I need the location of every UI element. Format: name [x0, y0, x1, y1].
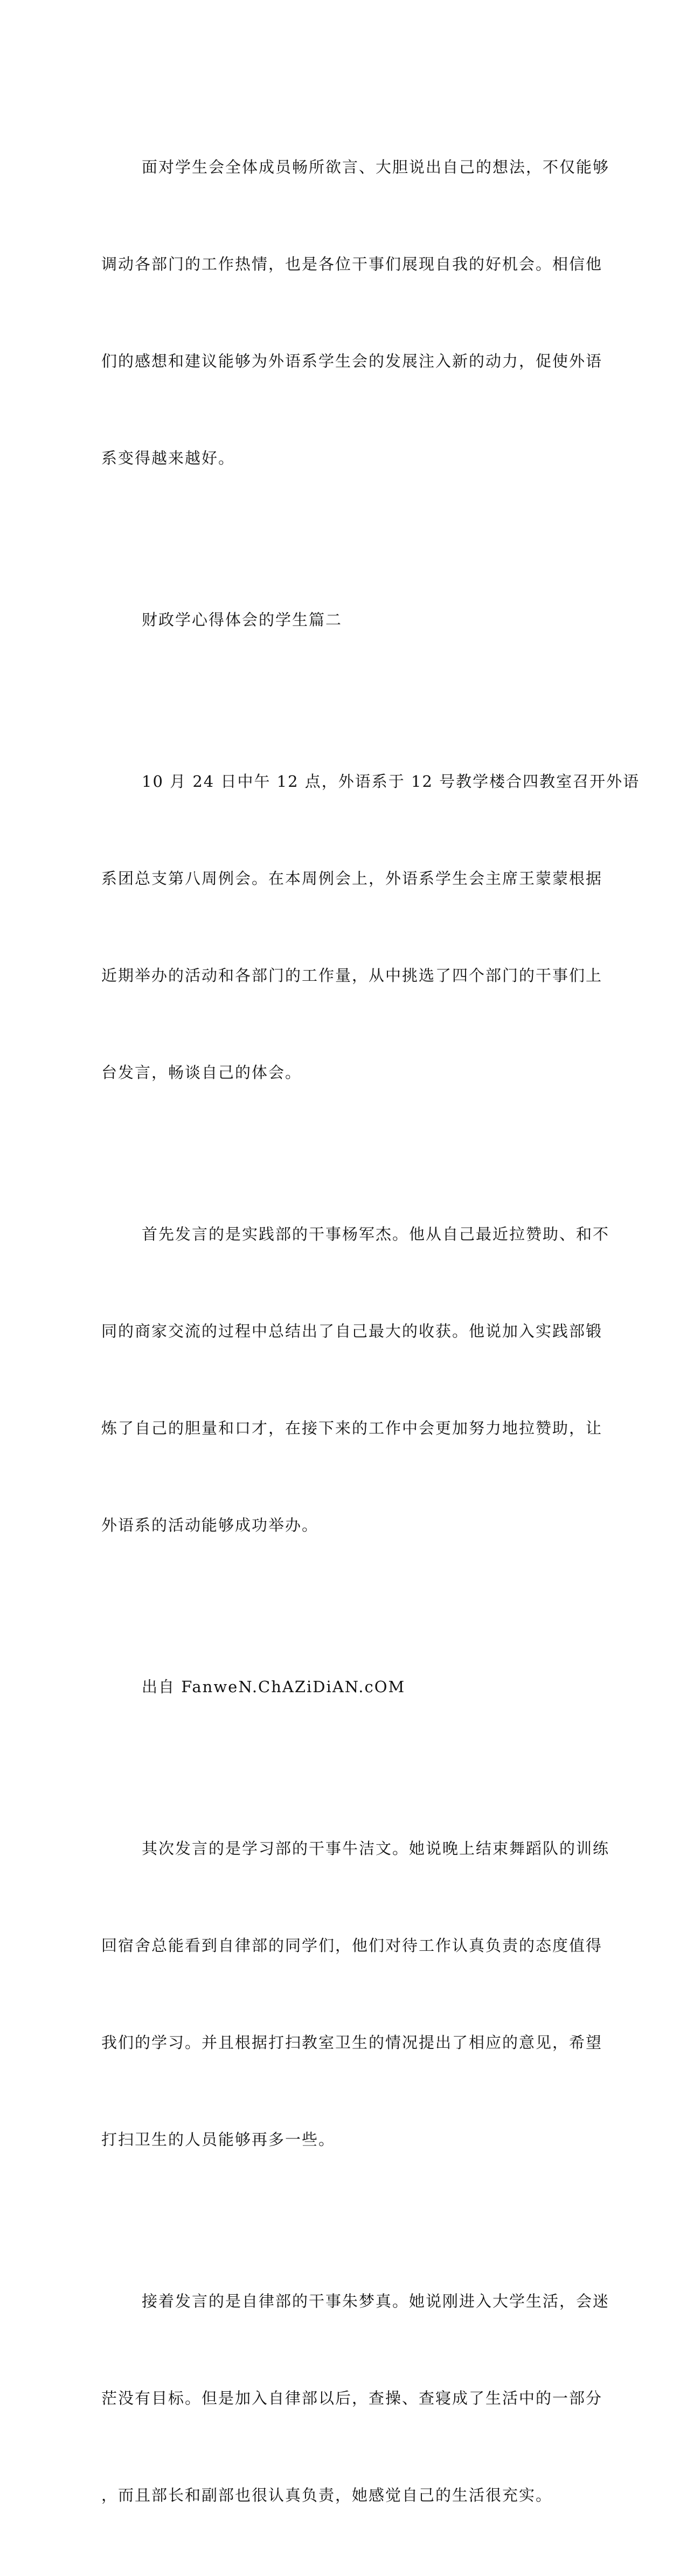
paragraph-line: 外语系的活动能够成功举办。	[101, 1516, 319, 1534]
source-note	[101, 1606, 586, 1768]
paragraph-intro-closing	[101, 86, 610, 539]
paragraph-line: 系变得越来越好。	[101, 449, 235, 467]
paragraph-line: 接着发言的是自律部的干事朱梦真。她说刚进入大学生活，会迷	[142, 2292, 610, 2310]
paragraph-line: 近期举办的活动和各部门的工作量，从中挑选了四个部门的干事们上	[101, 966, 603, 985]
source-note-text: 出自 FanweN.ChAZiDiAN.cOM	[142, 1678, 406, 1696]
paragraph-line: 系团总支第八周例会。在本周例会上，外语系学生会主席王蒙蒙根据	[101, 869, 603, 888]
paragraph-second-speaker	[101, 1768, 610, 2220]
paragraph-meeting-summary	[101, 701, 640, 1153]
paragraph-line: ，而且部长和副部也很认真负责，她感觉自己的生活很充实。	[101, 2486, 553, 2504]
paragraph-line: 其次发言的是学习部的干事牛洁文。她说晚上结束舞蹈队的训练	[142, 1839, 610, 1858]
paragraph-line: 首先发言的是实践部的干事杨军杰。他从自己最近拉赞助、和不	[142, 1225, 610, 1243]
paragraph-line: 同的商家交流的过程中总结出了自己最大的收获。他说加入实践部锻	[101, 1322, 603, 1340]
paragraph-third-speaker	[101, 2220, 610, 2576]
paragraph-line: 回宿舍总能看到自律部的同学们，他们对待工作认真负责的态度值得	[101, 1936, 603, 1955]
document-body	[101, 86, 640, 2576]
paragraph-line: 们的感想和建议能够为外语系学生会的发展注入新的动力，促使外语	[101, 352, 603, 370]
paragraph-first-speaker	[101, 1153, 610, 1606]
paragraph-line: 炼了自己的胆量和口才，在接下来的工作中会更加努力地拉赞助，让	[101, 1419, 603, 1437]
paragraph-line: 台发言，畅谈自己的体会。	[101, 1063, 302, 1082]
paragraph-line: 调动各部门的工作热情，也是各位干事们展现自我的好机会。相信他	[101, 255, 603, 273]
section-heading	[101, 539, 586, 701]
paragraph-line: 我们的学习。并且根据打扫教室卫生的情况提出了相应的意见，希望	[101, 2033, 603, 2052]
paragraph-line: 打扫卫生的人员能够再多一些。	[101, 2130, 336, 2149]
section-heading-text: 财政学心得体会的学生篇二	[142, 611, 343, 629]
paragraph-line: 茫没有目标。但是加入自律部以后，查操、查寝成了生活中的一部分	[101, 2389, 603, 2407]
paragraph-line: 10 月 24 日中午 12 点，外语系于 12 号教学楼合四教室召开外语	[142, 772, 640, 791]
paragraph-line: 面对学生会全体成员畅所欲言、大胆说出自己的想法，不仅能够	[142, 158, 610, 176]
